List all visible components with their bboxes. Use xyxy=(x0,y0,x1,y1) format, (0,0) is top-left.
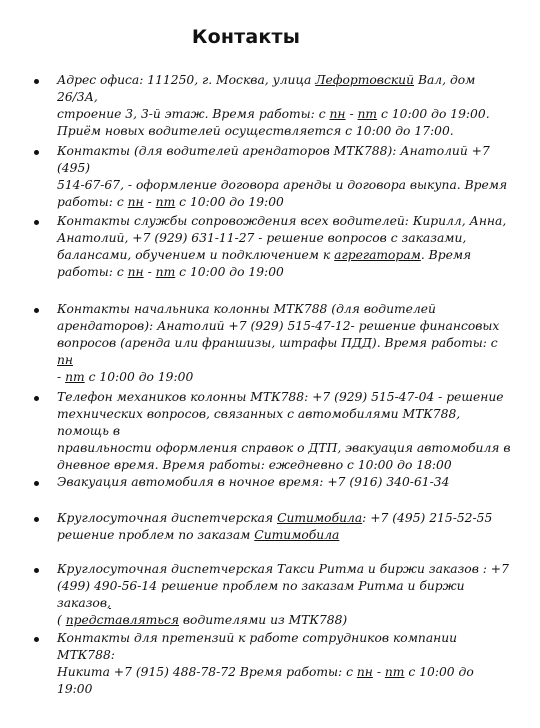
text-run: дневное время. Время работы: ежедневно с 10:00 до 18:00 xyxy=(57,458,452,472)
text-line xyxy=(57,177,513,194)
text-run: балансами, обучением и подключением к xyxy=(57,248,335,262)
bullet-icon xyxy=(34,637,39,642)
text-run: - xyxy=(143,195,156,209)
page-title: Контакты xyxy=(191,26,301,48)
text-run: работы: с xyxy=(57,195,128,209)
text-run: технических вопросов, связанных с автомобилями МТК788, помощь в xyxy=(57,407,461,438)
text-run: Эвакуация автомобиля в ночное время: +7 (916) 340-61-34 xyxy=(57,475,450,489)
underlined-text: пн xyxy=(127,195,144,209)
underlined-text: Ситимобила xyxy=(277,511,363,525)
text-run: вопросов (аренда или франшизы, штрафы ПДД). Время работы: с xyxy=(57,336,498,350)
contact-text xyxy=(57,561,513,629)
text-line xyxy=(57,561,513,578)
text-run: работы: с xyxy=(57,265,128,279)
underlined-text: пт xyxy=(384,665,405,679)
text-run: Контакты службы сопровождения всех водителей: Кирилл, Анна, xyxy=(57,214,507,228)
text-run: Вал, дом 26/3А, xyxy=(57,73,476,104)
underlined-text: пт xyxy=(357,107,378,121)
text-line xyxy=(57,664,513,698)
underlined-text: Ситимобила xyxy=(254,528,340,542)
text-run: Анатолий, +7 (929) 631-11-27 - решение вопросов с заказами, xyxy=(57,231,467,245)
text-line xyxy=(57,318,513,335)
contact-text xyxy=(57,143,513,211)
text-run: Контакты (для водителей арендаторов МТК788): Анатолий +7 (495) xyxy=(57,144,490,175)
text-run: Никита +7 (915) 488-78-72 Время работы: с xyxy=(57,665,357,679)
text-run: Приём новых водителей осуществляется с 10:00 до 17:00. xyxy=(57,124,454,138)
text-run: с 10:00 до 19:00. xyxy=(377,107,490,121)
text-run: арендаторов): Анатолий +7 (929) 515-47-12- решение финансовых xyxy=(57,319,500,333)
text-line xyxy=(57,72,513,106)
text-run: (499) 490-56-14 решение проблем по заказам Ритма и биржи заказов xyxy=(57,579,465,610)
text-run: : +7 (495) 215-52-55 xyxy=(362,511,493,525)
text-line xyxy=(57,630,513,664)
text-line xyxy=(57,510,513,527)
text-line xyxy=(57,123,513,140)
text-line xyxy=(57,301,513,318)
text-run: Круглосуточная диспетчерская xyxy=(57,511,278,525)
text-line xyxy=(57,578,513,612)
text-line xyxy=(57,106,513,123)
text-line xyxy=(57,213,513,230)
underlined-text: пн xyxy=(329,107,346,121)
text-line xyxy=(57,474,513,491)
text-run: с 10:00 до 19:00 xyxy=(84,370,194,384)
underlined-text: пн xyxy=(127,265,144,279)
text-line xyxy=(57,194,513,211)
underlined-text: пт xyxy=(65,370,85,384)
bullet-icon xyxy=(34,79,39,84)
text-line xyxy=(57,457,513,474)
text-run: с 10:00 до 19:00 xyxy=(57,665,474,696)
contact-text xyxy=(57,474,513,491)
text-line xyxy=(57,389,513,406)
underlined-text: агрегаторам xyxy=(334,248,421,262)
text-run: водителями из МТК788) xyxy=(178,613,348,627)
text-run: ( xyxy=(57,613,66,627)
text-line xyxy=(57,440,513,457)
underlined-text: пт xyxy=(155,265,176,279)
underlined-text: Лефортовский xyxy=(315,73,415,87)
contact-text xyxy=(57,389,513,474)
text-line xyxy=(57,612,513,629)
text-run: 514-67-67, - оформление договора аренды и договора выкупа. Время xyxy=(57,178,508,192)
text-run: строение 3, 3-й этаж. Время работы: с xyxy=(57,107,330,121)
bullet-icon xyxy=(34,220,39,225)
contact-text xyxy=(57,213,513,281)
underlined-text: представляться xyxy=(65,613,179,627)
bullet-icon xyxy=(34,396,39,401)
text-run: решение проблем по заказам xyxy=(57,528,255,542)
text-run: Адрес офиса: 111250, г. Москва, улица xyxy=(57,73,316,87)
contact-text xyxy=(57,630,513,698)
text-run: Контакты начальника колонны МТК788 (для водителей xyxy=(57,302,436,316)
underlined-text: , xyxy=(106,596,111,610)
text-run: с 10:00 до 19:00 xyxy=(175,195,284,209)
text-run: - xyxy=(345,107,358,121)
text-run: Контакты для претензий к работе сотрудников компании МТК788: xyxy=(57,631,458,662)
text-run: правильности оформления справок о ДТП, эвакуация автомобиля в xyxy=(57,441,511,455)
text-run: с 10:00 до 19:00 xyxy=(175,265,284,279)
contact-text xyxy=(57,72,513,140)
bullet-icon xyxy=(34,517,39,522)
contact-text xyxy=(57,301,513,386)
underlined-text: пт xyxy=(155,195,176,209)
text-line xyxy=(57,406,513,440)
contact-text xyxy=(57,510,513,544)
text-line xyxy=(57,369,513,386)
text-run: Круглосуточная диспетчерская Такси Ритма и биржи заказов : +7 xyxy=(57,562,509,576)
underlined-text: пн xyxy=(57,353,74,367)
bullet-icon xyxy=(34,568,39,573)
text-line xyxy=(57,247,513,264)
text-run: - xyxy=(372,665,385,679)
text-line xyxy=(57,143,513,177)
text-run: . Время xyxy=(420,248,472,262)
bullet-icon xyxy=(34,308,39,313)
bullet-icon xyxy=(34,481,39,486)
text-run: - xyxy=(143,265,156,279)
bullet-icon xyxy=(34,150,39,155)
text-run: - xyxy=(57,370,66,384)
text-run: Телефон механиков колонны МТК788: +7 (929) 515-47-04 - решение xyxy=(57,390,504,404)
underlined-text: пн xyxy=(356,665,373,679)
text-line xyxy=(57,527,513,544)
text-line xyxy=(57,264,513,281)
text-line xyxy=(57,335,513,369)
text-line xyxy=(57,230,513,247)
